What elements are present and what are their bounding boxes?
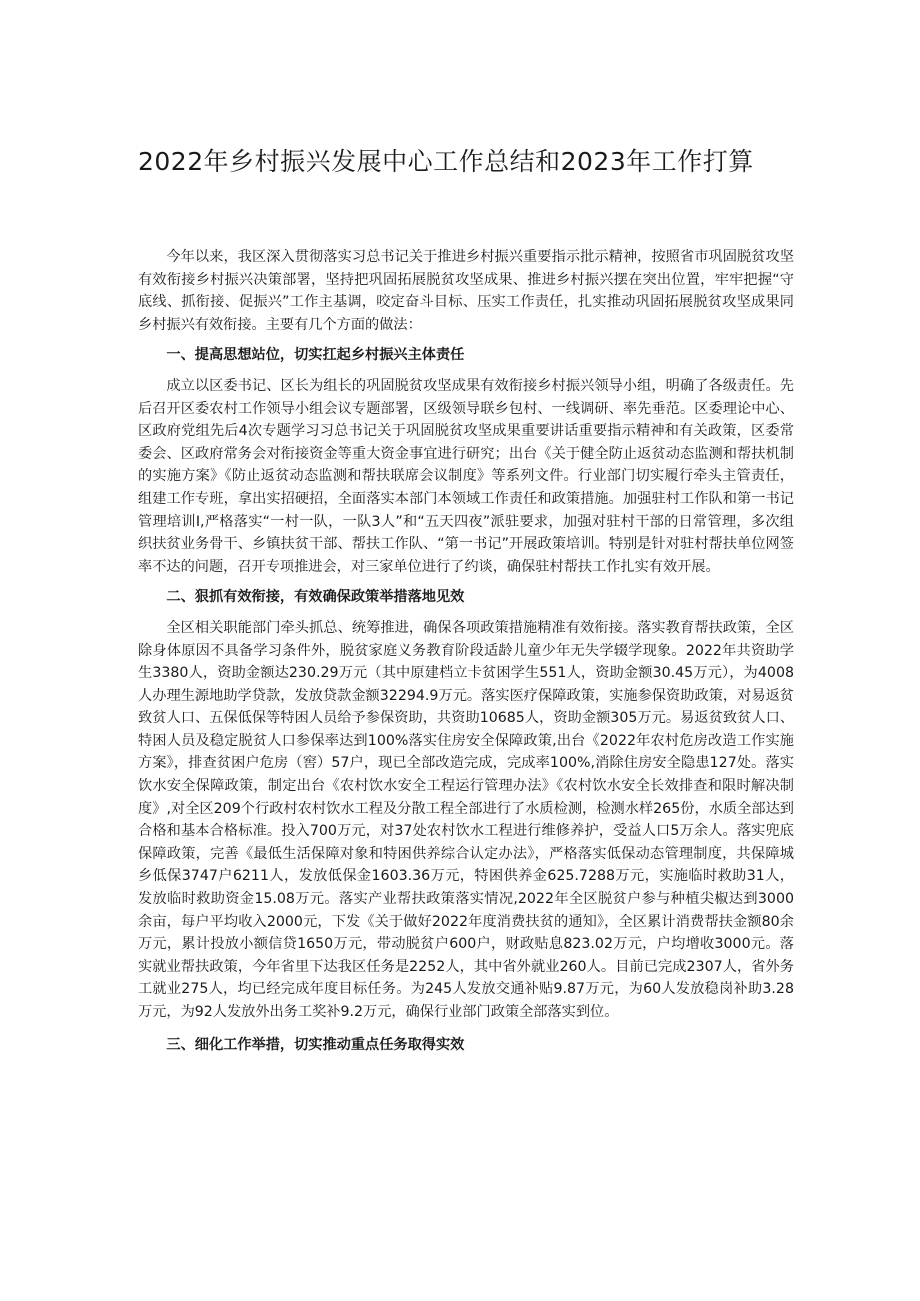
section-paragraph-1: 成立以区委书记、区长为组长的巩固脱贫攻坚成果有效衔接乡村振兴领导小组，明确了各级责任。先后召开区委农村工作领导小组会议专题部署，区级领导联乡包村、一线调研、率先垂范。区委理论中心、区政府党组先后4次专题学习习总书记关于巩固脱贫攻坚成果重要讲话重要指示精神和有关政策，区委常委会、区政府常务会对衔接资金等重大资金事宜进行研究；出台《关于健全防止返贫动态监测和帮扶机制的实施方案》《防止返贫动态监测和帮扶联席会议制度》等系列文件。行业部门切实履行牵头主管责任，组建工作专班，拿出实招硬招，全面落实本部门本领域工作责任和政策措施。加强驻村工作队和第一书记管理培训I,严格落实“一村一队，一队3人”和“五天四夜”派驻要求，加强对驻村干部的日常管理，多次组织扶贫业务骨干、乡镇扶贫干部、帮扶工作队、“第一书记”开展政策培训。特别是针对驻村帮扶单位网签率不达的问题，召开专项推进会，对三家单位进行了约谈，确保驻村帮扶工作扎实有效开展。 — [138, 377, 794, 575]
section-heading-2: 二、狠抓有效衔接，有效确保政策举措落地见效 — [166, 589, 465, 606]
document-title: 2022年乡村振兴发展中心工作总结和2023年工作打算 — [138, 147, 754, 176]
document-body — [138, 246, 794, 1056]
section-heading-3: 三、细化工作举措，切实推动重点任务取得实效 — [166, 1036, 465, 1053]
section-paragraph-2: 全区相关职能部门牵头抓总、统筹推进，确保各项政策措施精准有效衔接。落实教育帮扶政策，全区除身体原因不具备学习条件外，脱贫家庭义务教育阶段适龄儿童少年无失学辍学现象。2022年共资助学生3380人，资助金额达230.29万元（其中原建档立卡贫困学生551人，资助金额30.45万元），为4008人办理生源地助学贷款，发放贷款金额32294.9万元。落实医疗保障政策，实施参保资助政策，对易返贫致贫人口、五保低保等特困人员给予参保资助，共资助10685人，资助金额305万元。易返贫致贫人口、特困人员及稳定脱贫人口参保率达到100%落实住房安全保障政策,出台《2022年农村危房改造工作实施方案》，排查贫困户危房（窖）57户，现已全部改造完成，完成率100%,消除住房安全隐患127处。落实饮水安全保障政策，制定出台《农村饮水安全工程运行管理办法》《农村饮水安全长效排查和限时解决制度》,对全区209个行政村农村饮水工程及分散工程全部进行了水质检测，检测水样265份，水质全部达到合格和基本合格标准。投入700万元，对37处农村饮水工程进行维修养护，受益人口5万余人。落实兜底保障政策，完善《最低生活保障对象和特困供养综合认定办法》，严格落实低保动态管理制度，共保障城乡低保3747户6211人，发放低保金1603.36万元，特困供养金625.7288万元，实施临时救助31人，发放临时救助资金15.08万元。落实产业帮扶政策落实情况,2022年全区脱贫户参与种植尖椒达到3000余亩，每户平均收入2000元，下发《关于做好2022年度消费扶贫的通知》，全区累计消费帮扶金额80余万元，累计投放小额信贷1650万元，带动脱贫户600户，财政贴息823.02万元，户均增收3000元。落实就业帮扶政策，今年省里下达我区任务是2252人，其中省外就业260人。目前已完成2307人，省外务工就业275人，均已经完成年度目标任务。为245人发放交通补贴9.87万元，为60人发放稳岗补助3.28万元，为92人发放外出务工奖补9.2万元，确保行业部门政策全部落实到位。 — [138, 619, 794, 1020]
section-heading-1: 一、提高思想站位，切实扛起乡村振兴主体责任 — [166, 347, 465, 364]
intro-paragraph: 今年以来，我区深入贯彻落实习总书记关于推进乡村振兴重要指示批示精神，按照省市巩固脱贫攻坚有效衔接乡村振兴决策部署，坚持把巩固拓展脱贫攻坚成果、推进乡村振兴摆在突出位置，牢牢把握“守底线、抓衔接、促振兴”工作主基调，咬定奋斗目标、压实工作责任，扎实推动巩固拓展脱贫攻坚成果同乡村振兴有效衔接。主要有几个方面的做法： — [138, 249, 794, 333]
